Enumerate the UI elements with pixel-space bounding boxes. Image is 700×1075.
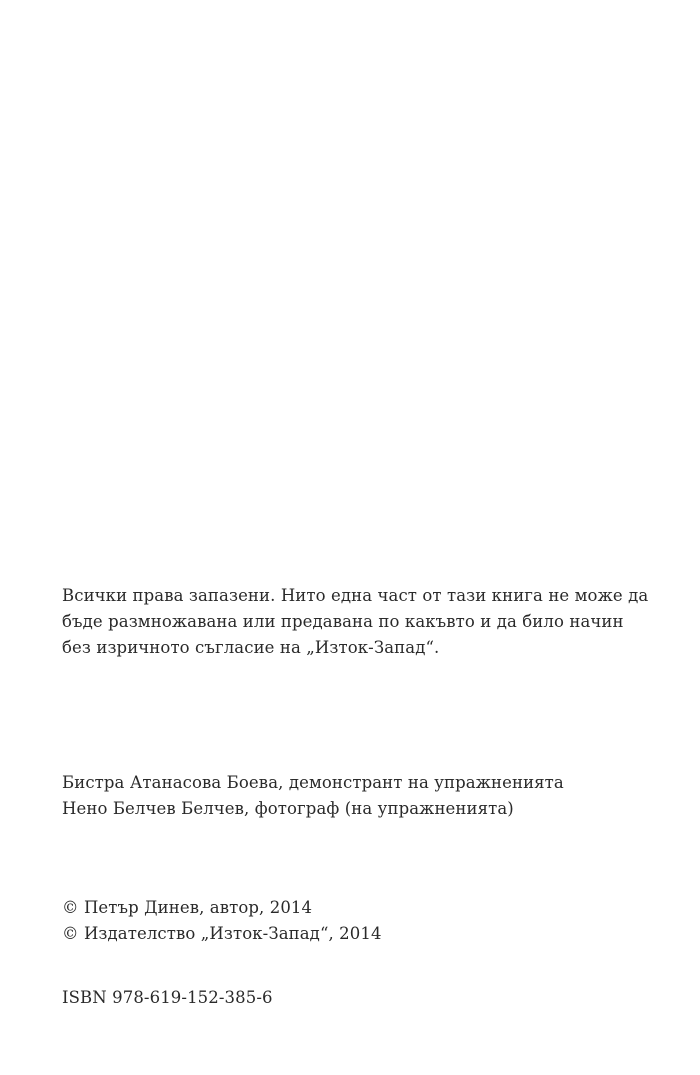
credits — [62, 770, 662, 822]
copyright-author: © Петър Динев, автор, 2014 — [62, 898, 313, 917]
rights-notice — [62, 583, 662, 661]
copyright-notices — [62, 895, 662, 947]
isbn-number: ISBN 978-619-152-385-6 — [62, 988, 273, 1007]
rights-notice-line: Всички права запазени. Нито една част от тази книга не може да — [62, 586, 649, 605]
credit-photographer: Нено Белчев Белчев, фотограф (на упражненията) — [62, 799, 514, 818]
rights-notice-line: без изричното съгласие на „Изток-Запад“. — [62, 638, 440, 657]
rights-notice-line: бъде размножавана или предавана по какъвто и да било начин — [62, 612, 624, 631]
credit-demonstrator: Бистра Атанасова Боева, демонстрант на упражненията — [62, 773, 564, 792]
isbn — [62, 985, 662, 1011]
copyright-publisher: © Издателство „Изток-Запад“, 2014 — [62, 924, 382, 943]
